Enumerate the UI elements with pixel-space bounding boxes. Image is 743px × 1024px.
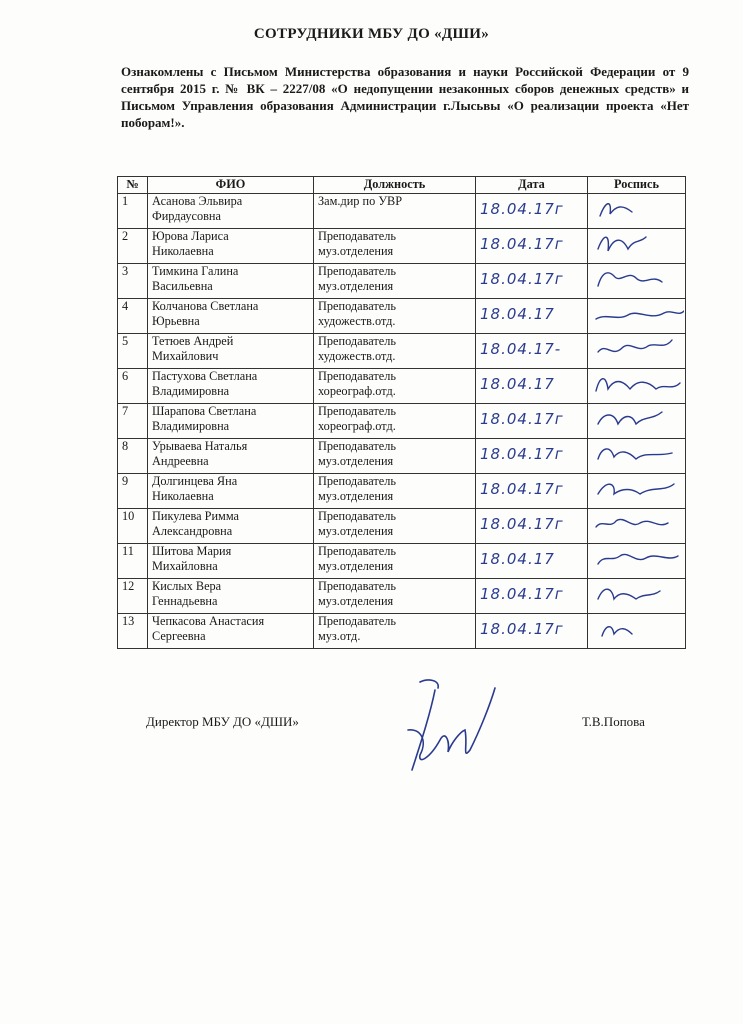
row-position-line2: муз.отделения — [318, 279, 394, 293]
row-fio-line2: Николаевна — [152, 244, 214, 258]
row-date-handwritten: 18.04.17г — [480, 410, 564, 428]
row-position — [314, 439, 476, 474]
row-position — [314, 579, 476, 614]
table-row — [118, 404, 686, 439]
table-row — [118, 334, 686, 369]
row-date — [476, 439, 588, 474]
row-fio — [148, 544, 314, 579]
row-num — [118, 439, 148, 474]
row-fio — [148, 404, 314, 439]
row-fio-line1: Шарапова Светлана — [152, 404, 257, 418]
row-fio-line2: Андреевна — [152, 454, 209, 468]
row-fio-line2: Александровна — [152, 524, 233, 538]
row-position — [314, 404, 476, 439]
row-fio-line2: Владимировна — [152, 384, 230, 398]
row-fio — [148, 439, 314, 474]
handwritten-signature — [592, 614, 684, 644]
handwritten-signature — [592, 579, 684, 609]
table-row — [118, 579, 686, 614]
row-signature — [588, 194, 686, 229]
row-num — [118, 334, 148, 369]
header-num: № — [118, 177, 148, 194]
row-num-text: 8 — [122, 439, 129, 453]
row-fio-line2: Геннадьевна — [152, 594, 218, 608]
row-position — [314, 229, 476, 264]
row-fio-line1: Пастухова Светлана — [152, 369, 258, 383]
table-row — [118, 439, 686, 474]
row-num — [118, 369, 148, 404]
row-position-line2: муз.отделения — [318, 559, 394, 573]
row-date-handwritten: 18.04.17 — [480, 375, 555, 393]
row-num-text: 4 — [122, 299, 129, 313]
table-row — [118, 194, 686, 229]
table-header-row — [118, 177, 686, 194]
handwritten-signature — [592, 509, 684, 539]
intro-paragraph: Ознакомлены с Письмом Министерства образования и науки Российской Федерации от 9 сентября 2015 г. № ВК – 2227/08 «О недопущении незаконных сборов денежных средств» и Письмом Управления образования Администрации г.Лысьвы «О реализации проекта «Нет поборам!». — [121, 64, 689, 130]
header-position: Должность — [314, 177, 476, 194]
row-position-line1: Преподаватель — [318, 474, 396, 488]
row-date — [476, 194, 588, 229]
header-signature: Роспись — [588, 177, 686, 194]
row-num — [118, 264, 148, 299]
handwritten-signature — [592, 299, 684, 329]
row-position-line2: художеств.отд. — [318, 314, 396, 328]
row-position-line2: муз.отд. — [318, 629, 361, 643]
row-signature — [588, 474, 686, 509]
row-num-text: 3 — [122, 264, 129, 278]
row-position-line2: муз.отделения — [318, 524, 394, 538]
row-date — [476, 264, 588, 299]
row-num — [118, 614, 148, 649]
row-fio-line1: Пикулева Римма — [152, 509, 239, 523]
row-num-text: 7 — [122, 404, 129, 418]
row-date-handwritten: 18.04.17г — [480, 515, 564, 533]
header-date: Дата — [476, 177, 588, 194]
row-date-handwritten: 18.04.17 — [480, 550, 555, 568]
row-fio — [148, 299, 314, 334]
row-date — [476, 404, 588, 439]
row-signature — [588, 299, 686, 334]
row-fio — [148, 614, 314, 649]
director-signature — [390, 670, 520, 780]
row-position-line2: муз.отделения — [318, 594, 394, 608]
row-position-line1: Преподаватель — [318, 614, 396, 628]
row-fio-line2: Васильевна — [152, 279, 213, 293]
row-position-line1: Преподаватель — [318, 544, 396, 558]
row-position-line1: Преподаватель — [318, 229, 396, 243]
row-num-text: 6 — [122, 369, 129, 383]
row-num-text: 5 — [122, 334, 129, 348]
row-fio-line1: Урываева Наталья — [152, 439, 248, 453]
row-signature — [588, 509, 686, 544]
row-signature — [588, 614, 686, 649]
row-date-handwritten: 18.04.17 — [480, 305, 555, 323]
staff-table — [117, 176, 686, 649]
row-fio — [148, 474, 314, 509]
row-num-text: 12 — [122, 579, 135, 593]
table-row — [118, 264, 686, 299]
row-position — [314, 194, 476, 229]
header-fio: ФИО — [148, 177, 314, 194]
row-date-handwritten: 18.04.17г — [480, 200, 564, 218]
row-position-line1: Преподаватель — [318, 404, 396, 418]
row-fio — [148, 264, 314, 299]
row-fio-line1: Колчанова Светлана — [152, 299, 259, 313]
row-position-line1: Преподаватель — [318, 439, 396, 453]
row-date — [476, 229, 588, 264]
row-num — [118, 544, 148, 579]
row-position-line2: художеств.отд. — [318, 349, 396, 363]
row-fio-line1: Тетюев Андрей — [152, 334, 234, 348]
row-fio-line2: Михайлович — [152, 349, 219, 363]
row-num-text: 11 — [122, 544, 134, 558]
row-num — [118, 194, 148, 229]
row-position-line2: хореограф.отд. — [318, 419, 396, 433]
table-row — [118, 369, 686, 404]
row-num — [118, 509, 148, 544]
row-date — [476, 334, 588, 369]
row-fio-line2: Сергеевна — [152, 629, 206, 643]
row-num-text: 9 — [122, 474, 129, 488]
table-row — [118, 509, 686, 544]
row-fio-line2: Юрьевна — [152, 314, 200, 328]
table-row — [118, 299, 686, 334]
row-fio — [148, 509, 314, 544]
row-fio-line2: Владимировна — [152, 419, 230, 433]
row-date — [476, 299, 588, 334]
handwritten-signature — [592, 404, 684, 434]
row-position-line1: Преподаватель — [318, 509, 396, 523]
row-fio — [148, 579, 314, 614]
row-date-handwritten: 18.04.17г — [480, 585, 564, 603]
row-position — [314, 509, 476, 544]
table-row — [118, 544, 686, 579]
row-position-line2: муз.отделения — [318, 454, 394, 468]
page-title: СОТРУДНИКИ МБУ ДО «ДШИ» — [253, 26, 490, 42]
row-position-line1: Преподаватель — [318, 264, 396, 278]
table-row — [118, 474, 686, 509]
row-date-handwritten: 18.04.17г — [480, 235, 564, 253]
row-position-line2: хореограф.отд. — [318, 384, 396, 398]
handwritten-signature — [592, 229, 684, 259]
row-date-handwritten: 18.04.17г — [480, 270, 564, 288]
row-position — [314, 264, 476, 299]
row-num — [118, 229, 148, 264]
row-fio-line1: Чепкасова Анастасия — [152, 614, 265, 628]
row-num — [118, 404, 148, 439]
row-position — [314, 334, 476, 369]
row-position-line1: Зам.дир по УВР — [318, 194, 403, 208]
handwritten-signature — [592, 194, 684, 224]
handwritten-signature — [592, 474, 684, 504]
row-signature — [588, 544, 686, 579]
row-signature — [588, 404, 686, 439]
director-name: Т.В.Попова — [582, 714, 645, 729]
row-date — [476, 369, 588, 404]
row-signature — [588, 439, 686, 474]
row-date — [476, 474, 588, 509]
row-fio — [148, 194, 314, 229]
row-date — [476, 509, 588, 544]
row-signature — [588, 334, 686, 369]
row-position-line2: муз.отделения — [318, 244, 394, 258]
row-date — [476, 544, 588, 579]
row-position — [314, 299, 476, 334]
row-fio-line1: Асанова Эльвира — [152, 194, 243, 208]
handwritten-signature — [592, 544, 684, 574]
row-fio-line2: Михайловна — [152, 559, 218, 573]
row-date-handwritten: 18.04.17г — [480, 445, 564, 463]
row-num — [118, 299, 148, 334]
row-position — [314, 369, 476, 404]
row-date-handwritten: 18.04.17г — [480, 620, 564, 638]
row-date-handwritten: 18.04.17г — [480, 480, 564, 498]
row-fio — [148, 369, 314, 404]
row-position-line1: Преподаватель — [318, 334, 396, 348]
handwritten-signature — [592, 264, 684, 294]
table-row — [118, 229, 686, 264]
row-fio-line1: Кислых Вера — [152, 579, 222, 593]
row-fio-line1: Шитова Мария — [152, 544, 232, 558]
row-signature — [588, 579, 686, 614]
row-position-line2: муз.отделения — [318, 489, 394, 503]
row-num — [118, 474, 148, 509]
row-position — [314, 474, 476, 509]
row-signature — [588, 229, 686, 264]
row-date-handwritten: 18.04.17- — [480, 340, 562, 358]
row-fio-line1: Юрова Лариса — [152, 229, 229, 243]
row-date — [476, 579, 588, 614]
row-num-text: 10 — [122, 509, 135, 523]
row-fio-line1: Долгинцева Яна — [152, 474, 238, 488]
row-signature — [588, 369, 686, 404]
row-position — [314, 614, 476, 649]
row-num — [118, 579, 148, 614]
row-num-text: 13 — [122, 614, 135, 628]
row-num-text: 1 — [122, 194, 129, 208]
row-fio-line2: Фирдаусовна — [152, 209, 221, 223]
table-row — [118, 614, 686, 649]
row-position-line1: Преподаватель — [318, 579, 396, 593]
director-label: Директор МБУ ДО «ДШИ» — [146, 714, 299, 729]
row-position-line1: Преподаватель — [318, 299, 396, 313]
row-date — [476, 614, 588, 649]
row-position-line1: Преподаватель — [318, 369, 396, 383]
handwritten-signature — [592, 334, 684, 364]
row-fio-line2: Николаевна — [152, 489, 214, 503]
row-fio — [148, 229, 314, 264]
row-position — [314, 544, 476, 579]
handwritten-signature — [592, 369, 684, 399]
row-fio-line1: Тимкина Галина — [152, 264, 239, 278]
row-signature — [588, 264, 686, 299]
handwritten-signature — [592, 439, 684, 469]
row-num-text: 2 — [122, 229, 129, 243]
row-fio — [148, 334, 314, 369]
